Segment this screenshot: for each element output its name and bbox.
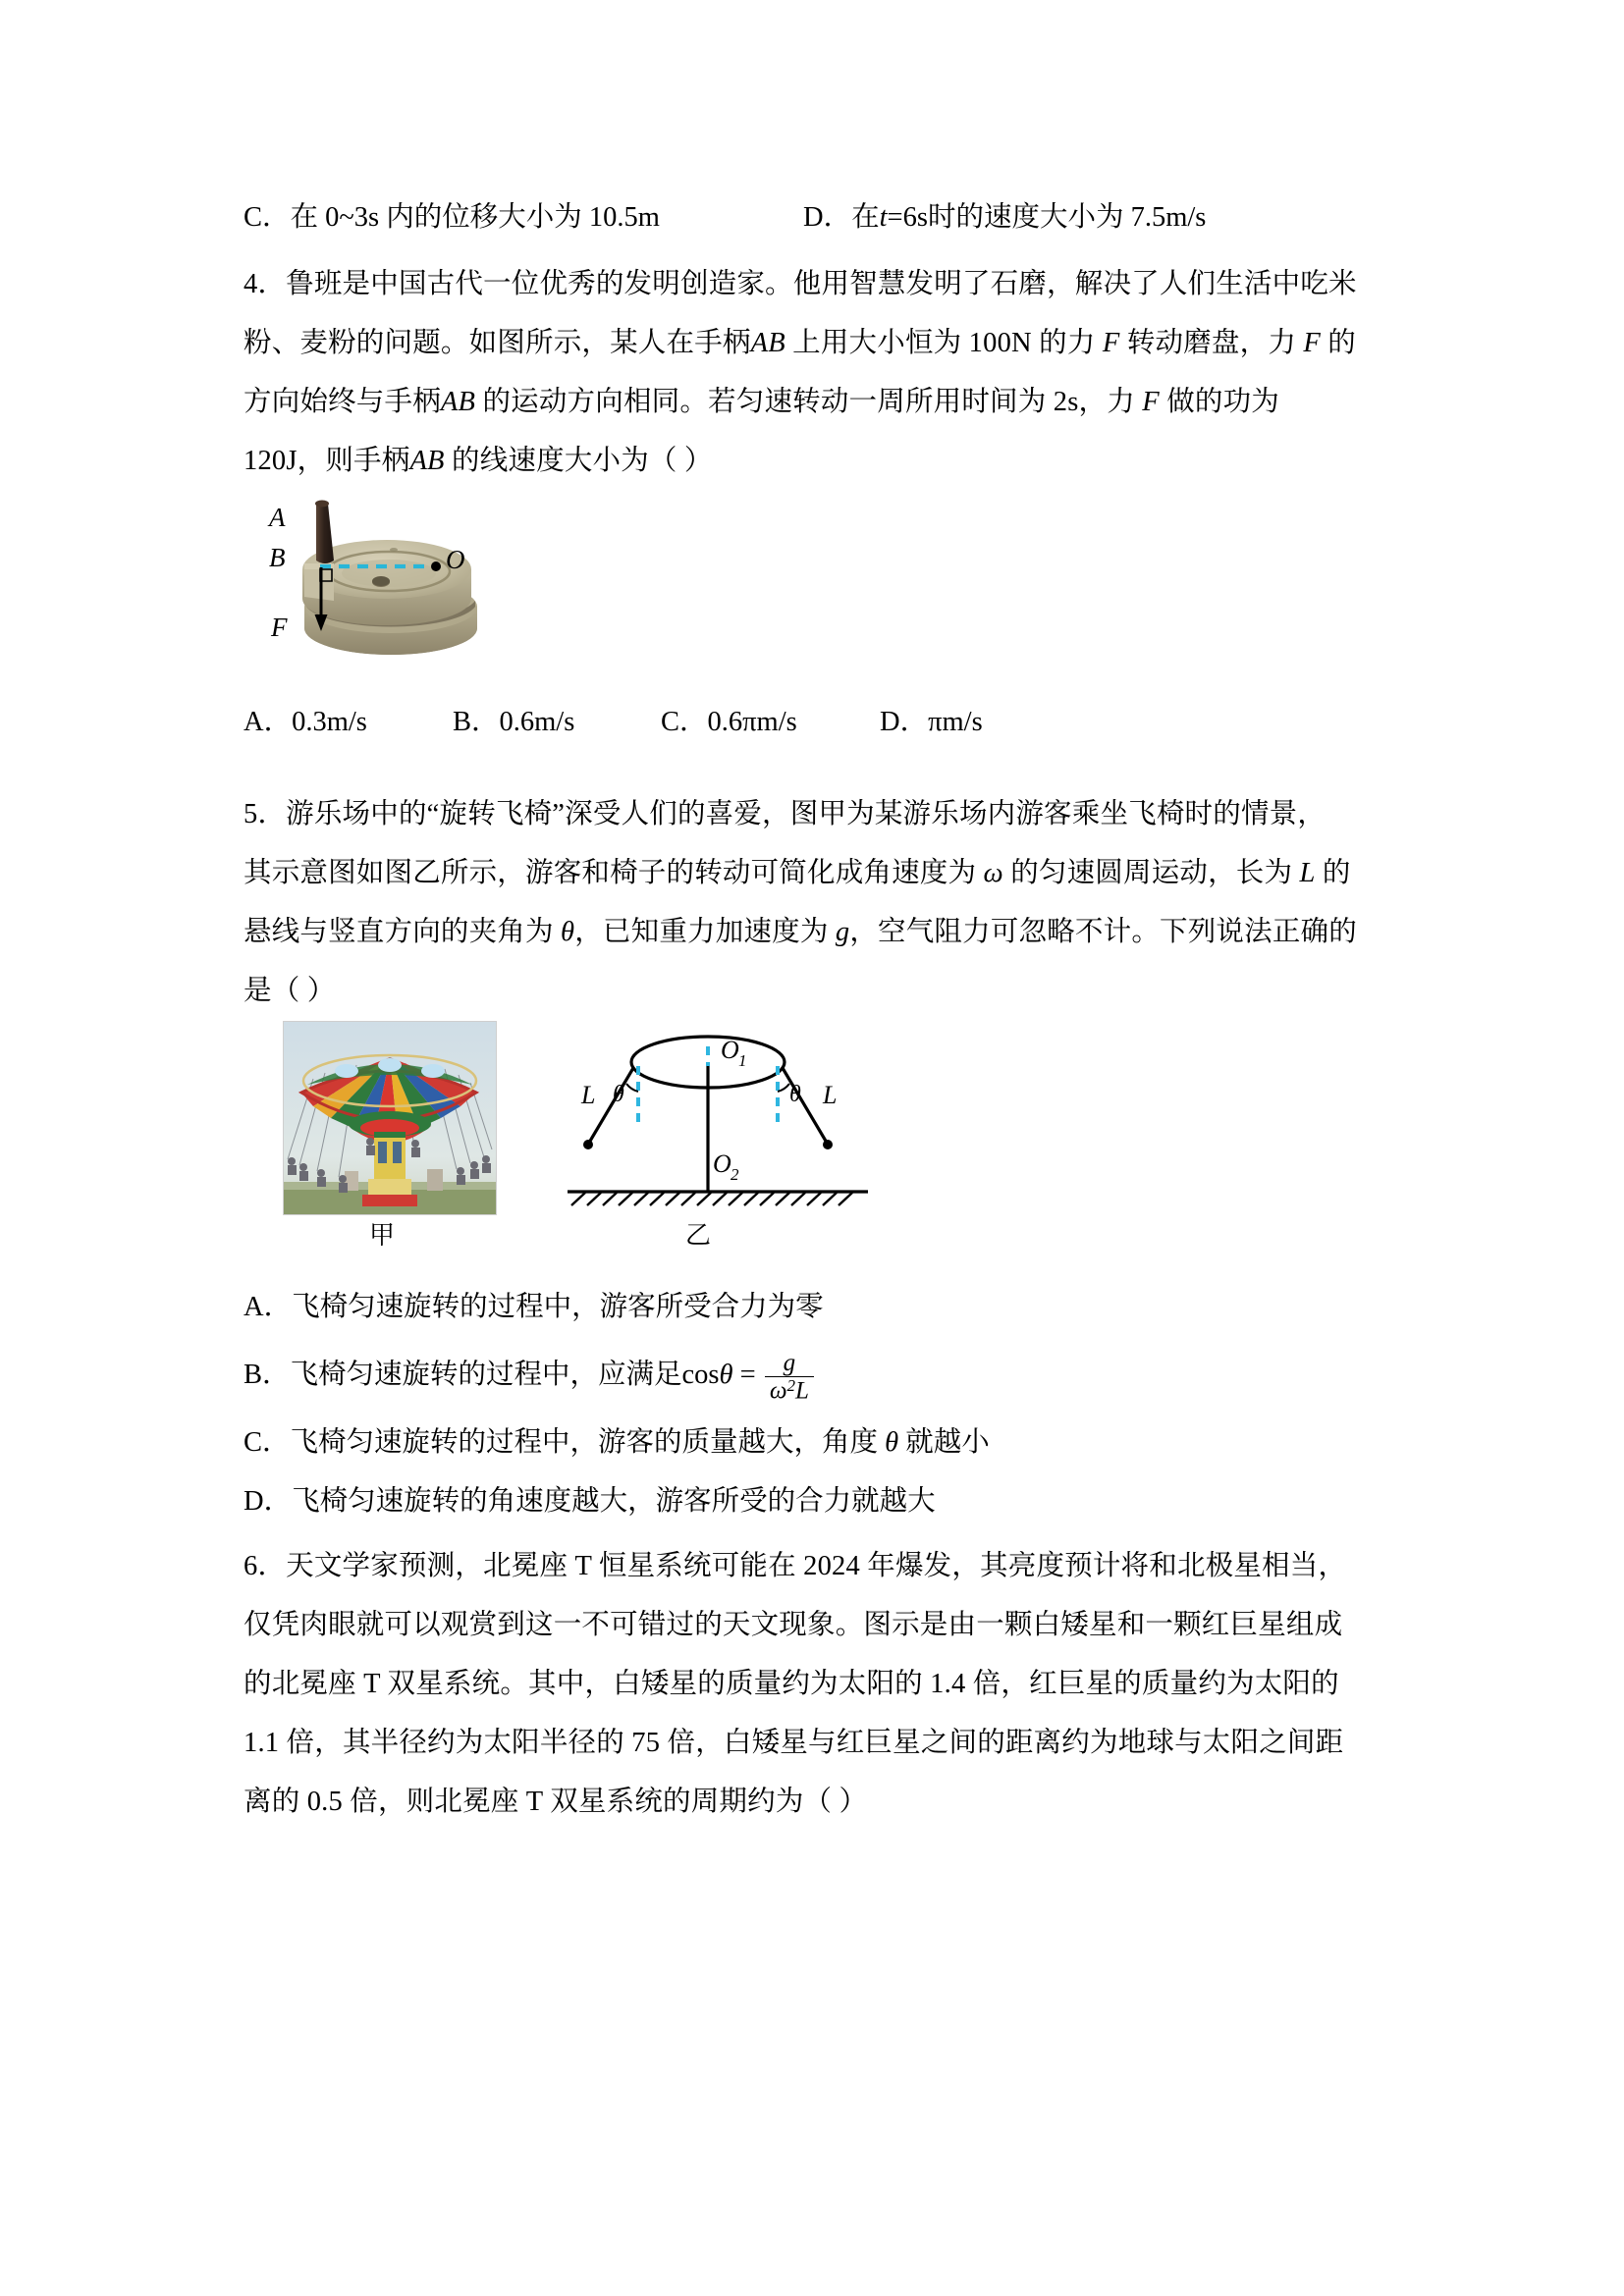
q5-line2-c: 的 xyxy=(1322,858,1351,888)
q3-option-c[interactable] xyxy=(244,194,660,235)
q5-formula-cos: cos xyxy=(681,1360,720,1390)
q4-option-b-text: 0.6m/s xyxy=(499,707,575,737)
q6-line2-text: 仅凭肉眼就可以观赏到这一不可错过的天文现象。图示是由一颗白矮星和一颗红巨星组成 xyxy=(244,1610,1343,1640)
q4-option-d-text: πm/s xyxy=(928,707,983,737)
schematic-label-L-left: L xyxy=(581,1081,596,1109)
q5-line2-omega: ω xyxy=(983,858,1003,888)
q5-line3-a: 悬线与竖直方向的夹角为 xyxy=(244,917,554,947)
q5-number: 5． xyxy=(244,799,287,829)
q4-line-4 xyxy=(244,432,1392,491)
q5-formula-numerator: g xyxy=(783,1349,796,1376)
q5-line3-b: ，已知重力加速度为 xyxy=(574,917,829,947)
q3-option-d-text-after: 时的速度大小为 7.5m/s xyxy=(927,202,1207,233)
q5-formula-denominator xyxy=(765,1376,814,1405)
q5-option-c-text-a: 飞椅匀速旋转的过程中，游客的质量越大，角度 xyxy=(290,1427,879,1458)
q3-option-c-text: 在 0~3s 内的位移大小为 10.5m xyxy=(290,202,660,233)
q4-option-d-label: D． xyxy=(880,707,929,737)
schematic-label-o2: O xyxy=(713,1149,731,1178)
q3-option-d[interactable] xyxy=(803,194,1206,235)
q3-option-d-label: D． xyxy=(803,202,852,233)
q5-line-1 xyxy=(244,785,1392,844)
q4-number: 4． xyxy=(244,269,287,299)
q5-formula-den-omega: ω xyxy=(769,1377,787,1405)
q5-line2-L: L xyxy=(1299,858,1316,888)
schematic-label-o1-sub: 1 xyxy=(738,1051,747,1070)
schematic-label-theta-left: θ xyxy=(613,1082,624,1107)
q5-option-d-text: 飞椅匀速旋转的角速度越大，游客所受的合力就越大 xyxy=(292,1486,936,1517)
q5-line-3 xyxy=(244,903,1392,962)
q4-option-c-text: 0.6πm/s xyxy=(707,707,797,737)
mill-label-a: A xyxy=(269,503,286,532)
q4-line2-f2: F xyxy=(1303,328,1321,358)
q5-option-c[interactable] xyxy=(244,1414,1392,1472)
stone-mill-figure xyxy=(253,491,509,669)
mill-label-b: B xyxy=(269,543,286,572)
q4-line2-b: 上用大小恒为 100N 的力 xyxy=(792,328,1096,358)
swing-carousel-photo xyxy=(283,1021,497,1215)
q6-line5-text: 离的 0.5 倍，则北冕座 T 双星系统的周期约为（ ） xyxy=(244,1787,868,1817)
q4-line2-c: 转动磨盘，力 xyxy=(1126,328,1297,358)
q5-line-2 xyxy=(244,844,1392,903)
q4-line3-ab: AB xyxy=(440,387,476,417)
q6-line-1 xyxy=(244,1537,1392,1596)
q6-line-3 xyxy=(244,1655,1392,1714)
mill-label-f: F xyxy=(271,613,288,642)
q4-line3-f: F xyxy=(1142,387,1160,417)
q5-option-d[interactable] xyxy=(244,1472,1392,1531)
question-4-body xyxy=(244,255,1392,491)
q4-line-1 xyxy=(244,255,1392,314)
schematic-label-theta-right: θ xyxy=(789,1082,801,1107)
q5-line2-b: 的匀速圆周运动，长为 xyxy=(1010,858,1293,888)
q6-number: 6． xyxy=(244,1551,287,1581)
q5-line4-text: 是（ ） xyxy=(244,976,336,1006)
q5-line3-theta: θ xyxy=(561,917,575,947)
q4-option-b[interactable] xyxy=(453,699,574,739)
q4-option-a-text: 0.3m/s xyxy=(292,707,367,737)
q3-option-c-label: C． xyxy=(244,202,291,233)
q6-line1-text: 天文学家预测，北冕座 T 恒星系统可能在 2024 年爆发，其亮度预计将和北极星相当， xyxy=(286,1551,1347,1581)
figure-caption-yi: 乙 xyxy=(685,1221,712,1250)
q5-formula-theta: θ xyxy=(719,1360,733,1390)
q4-line4-ab: AB xyxy=(409,446,445,476)
q4-line2-ab: AB xyxy=(750,328,785,358)
q5-option-d-label: D． xyxy=(244,1486,293,1517)
figure-caption-jia: 甲 xyxy=(369,1221,396,1250)
schematic-label-o1: O xyxy=(721,1036,739,1064)
q4-line-3 xyxy=(244,373,1392,432)
q5-option-b-label: B． xyxy=(244,1360,291,1390)
q5-option-c-theta: θ xyxy=(885,1427,899,1458)
q3-option-d-value: 6s xyxy=(902,202,928,233)
q5-figure-group xyxy=(261,1021,1392,1250)
q5-option-c-label: C． xyxy=(244,1427,291,1458)
carousel-illustration xyxy=(284,1022,496,1214)
q4-line3-a: 方向始终与手柄 xyxy=(244,387,441,417)
q6-line4-text: 1.1 倍，其半径约为太阳半径的 75 倍，白矮星与红巨星之间的距离约为地球与太阳之间距 xyxy=(244,1728,1344,1758)
q6-line3-text: 的北冕座 T 双星系统。其中，白矮星的质量约为太阳的 1.4 倍，红巨星的质量约为太阳的 xyxy=(244,1669,1339,1699)
q5-line3-c: ，空气阻力可忽略不计。下列说法正确的 xyxy=(849,917,1357,947)
q4-line2-d: 的 xyxy=(1327,328,1356,358)
q3-option-d-equals: = xyxy=(887,202,903,233)
q5-option-b[interactable] xyxy=(244,1337,1392,1414)
q4-line-2 xyxy=(244,314,1392,373)
q5-option-a[interactable] xyxy=(244,1278,1392,1337)
q5-option-b-text: 飞椅匀速旋转的过程中，应满足 xyxy=(290,1360,682,1390)
q4-option-c-label: C． xyxy=(661,707,708,737)
question-6-body xyxy=(244,1537,1392,1832)
q4-option-a-label: A． xyxy=(244,707,293,737)
q3-option-d-var-t: t xyxy=(879,202,888,233)
schematic-label-L-right: L xyxy=(823,1081,838,1109)
q5-formula-eq: = xyxy=(739,1360,756,1390)
page-content xyxy=(244,194,1392,1832)
q3-options-row xyxy=(244,194,1392,255)
q4-line4-b: 的线速度大小为（ ） xyxy=(452,446,713,476)
question-5-body xyxy=(244,785,1392,1021)
q5-line-4 xyxy=(244,962,1392,1021)
q4-line3-c: 做的功为 xyxy=(1166,387,1279,417)
q5-line3-g: g xyxy=(835,917,850,947)
q4-option-b-label: B． xyxy=(453,707,500,737)
q4-line2-a: 粉、麦粉的问题。如图所示，某人在手柄 xyxy=(244,328,751,358)
q4-option-c[interactable] xyxy=(661,699,797,739)
q4-line1-text: 鲁班是中国古代一位优秀的发明创造家。他用智慧发明了石磨，解决了人们生活中吃米 xyxy=(286,269,1357,299)
q5-line2-a: 其示意图如图乙所示，游客和椅子的转动可简化成角速度为 xyxy=(244,858,977,888)
q6-line-2 xyxy=(244,1596,1392,1655)
q4-option-a[interactable] xyxy=(244,699,367,739)
q5-formula-den-L: L xyxy=(795,1377,809,1405)
q4-line3-b: 的运动方向相同。若匀速转动一周所用时间为 2s，力 xyxy=(482,387,1135,417)
q4-option-d[interactable] xyxy=(880,699,983,739)
swing-schematic xyxy=(556,1023,880,1219)
q6-line-4 xyxy=(244,1714,1392,1773)
q3-option-d-text-before: 在 xyxy=(851,202,880,233)
stone-mill-drawing xyxy=(253,491,509,669)
q4-line4-a: 120J，则手柄 xyxy=(244,446,410,476)
q4-line2-f: F xyxy=(1102,328,1120,358)
q6-line-5 xyxy=(244,1773,1392,1832)
q5-formula-fraction xyxy=(765,1351,814,1405)
q5-option-a-label: A． xyxy=(244,1292,293,1322)
q5-line1-text: 游乐场中的“旋转飞椅”深受人们的喜爱，图甲为某游乐场内游客乘坐飞椅时的情景， xyxy=(286,799,1326,829)
q5-option-a-text: 飞椅匀速旋转的过程中，游客所受合力为零 xyxy=(292,1292,824,1322)
schematic-label-o2-sub: 2 xyxy=(731,1165,739,1184)
q5-formula-den-pow: 2 xyxy=(786,1376,796,1396)
q5-option-c-text-b: 就越小 xyxy=(905,1427,990,1458)
q4-options-row xyxy=(244,699,1392,758)
mill-label-o: O xyxy=(446,545,465,574)
